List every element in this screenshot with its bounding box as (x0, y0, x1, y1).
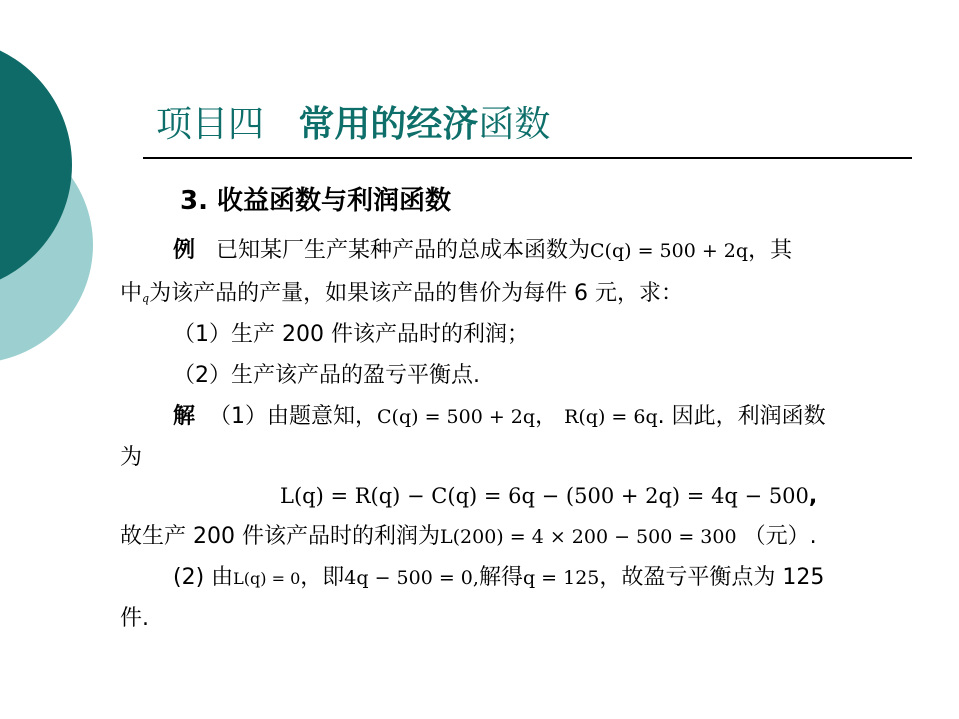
title-part2: 常用的经济 (298, 104, 479, 145)
example-line-2 (120, 279, 683, 314)
solution-line-3 (120, 522, 817, 552)
solution-text-4d: ，故盈亏平衡点为 125 (599, 565, 825, 590)
example-text-1-tail: ，其 (748, 238, 793, 263)
solution-text-3a: 故生产 200 件该产品时的利润为 (120, 524, 440, 549)
profit-zero-equation: L(q) = 0 (233, 569, 301, 588)
question-item-1: （1）生产 200 件该产品时的利润； (173, 322, 529, 347)
example-line-1 (173, 236, 792, 266)
solution-text-4b: ，即 (300, 565, 345, 590)
cost-function-restated: C(q) = 500 + 2q (377, 406, 536, 428)
solution-text-1c: . 因此，利润函数 (657, 404, 826, 429)
solution-text-1a: （1）由题意知， (209, 404, 378, 429)
profit-formula-line (280, 481, 817, 512)
title-part1: 项目四 (156, 104, 265, 145)
variable-q: q (142, 292, 150, 305)
profit-at-200: L(200) = 4 × 200 − 500 = 300 (439, 526, 737, 548)
page-title (156, 96, 550, 147)
title-part3: 函数 (478, 104, 551, 145)
section-heading: 3. 收益函数与利润函数 (180, 186, 452, 216)
solution-text-4a: (2) 由 (173, 565, 234, 590)
solution-line-5: 件. (120, 606, 149, 631)
revenue-function: R(q) = 6q (564, 406, 658, 428)
solution-line-2: 为 (120, 445, 143, 470)
example-text-2a: 中 (120, 281, 143, 306)
example-label: 例 (173, 238, 196, 263)
solution-text-1b: ， (535, 404, 558, 429)
solution-text-4c: 解得 (478, 565, 523, 590)
example-text-2b: 为该产品的产量，如果该产品的售价为每件 6 元，求： (149, 281, 684, 306)
break-even-result: q = 125 (522, 567, 600, 589)
solution-line-4 (173, 563, 824, 594)
solution-text-3b: （元）. (743, 524, 817, 549)
cost-function: C(q) = 500 + 2q (590, 240, 749, 262)
profit-formula: L(q) = R(q) − C(q) = 6q − (500 + 2q) = 4q − 500 (280, 484, 809, 508)
decorative-circles (0, 0, 120, 380)
solution-line-1 (173, 402, 826, 432)
question-item-2: （2）生产该产品的盈亏平衡点. (173, 363, 480, 388)
break-even-equation: 4q − 500 = 0, (344, 567, 479, 589)
profit-formula-tail: , (808, 484, 818, 509)
example-text-1: 已知某厂生产某种产品的总成本函数为 (216, 238, 591, 263)
title-divider (143, 157, 912, 159)
solution-label: 解 (173, 404, 196, 429)
